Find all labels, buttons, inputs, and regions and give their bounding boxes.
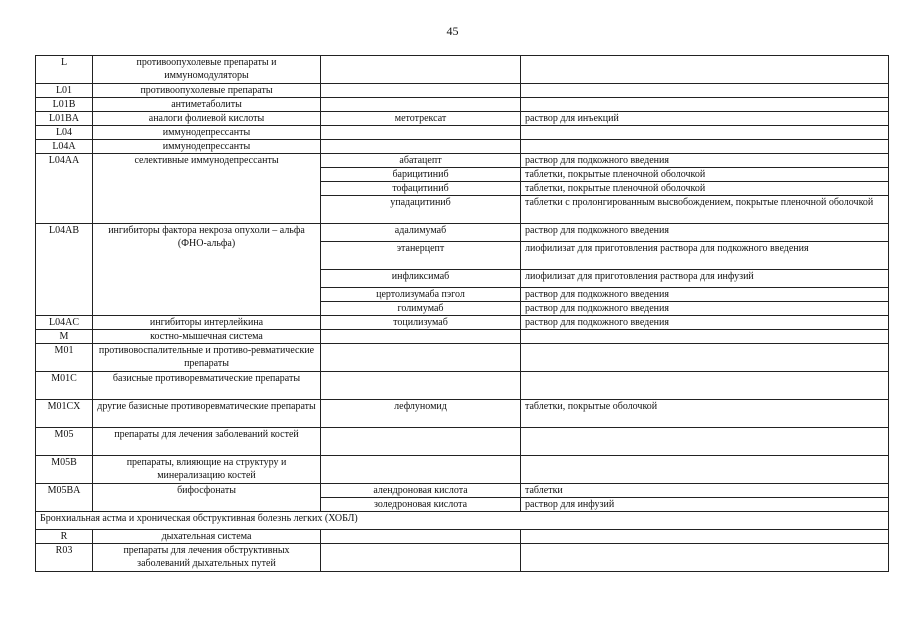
drug-name xyxy=(321,98,521,112)
dosage-form xyxy=(521,84,889,98)
dosage-form: раствор для подкожного введения xyxy=(521,154,889,168)
drug-name: упадацитиниб xyxy=(321,196,521,224)
dosage-form xyxy=(521,330,889,344)
pharmacological-group: препараты для лечения обструктивных заболеваний дыхательных путей xyxy=(93,544,321,572)
pharmacological-group: иммунодепрессанты xyxy=(93,126,321,140)
table-row xyxy=(36,316,889,330)
table-row xyxy=(36,512,889,530)
drug-name: абатацепт xyxy=(321,154,521,168)
table-row xyxy=(36,530,889,544)
table-row xyxy=(36,544,889,572)
dosage-form xyxy=(521,372,889,400)
atc-code: R xyxy=(36,530,93,544)
pharmacological-group: аналоги фолиевой кислоты xyxy=(93,112,321,126)
atc-drug-table xyxy=(35,55,889,572)
drug-name: золедроновая кислота xyxy=(321,498,521,512)
dosage-form: раствор для подкожного введения xyxy=(521,288,889,302)
pharmacological-group: противоопухолевые препараты xyxy=(93,84,321,98)
drug-name: этанерцепт xyxy=(321,242,521,270)
dosage-form xyxy=(521,456,889,484)
atc-code: M01 xyxy=(36,344,93,372)
atc-code: L04AC xyxy=(36,316,93,330)
atc-code: L04AA xyxy=(36,154,93,224)
pharmacological-group: базисные противоревматические препараты xyxy=(93,372,321,400)
pharmacological-group: противоопухолевые препараты и иммуномодуляторы xyxy=(93,56,321,84)
pharmacological-group: селективные иммунодепрессанты xyxy=(93,154,321,224)
atc-code: L01BA xyxy=(36,112,93,126)
atc-code: L01B xyxy=(36,98,93,112)
atc-code: M01C xyxy=(36,372,93,400)
drug-name xyxy=(321,330,521,344)
table-row xyxy=(36,84,889,98)
drug-name: цертолизумаба пэгол xyxy=(321,288,521,302)
dosage-form: раствор для инъекций xyxy=(521,112,889,126)
dosage-form: таблетки с пролонгированным высвобождением, покрытые пленочной оболочкой xyxy=(521,196,889,224)
atc-code: M01CX xyxy=(36,400,93,428)
pharmacological-group: иммунодепрессанты xyxy=(93,140,321,154)
dosage-form: таблетки xyxy=(521,484,889,498)
dosage-form: раствор для подкожного введения xyxy=(521,302,889,316)
drug-name: инфликсимаб xyxy=(321,270,521,288)
drug-name xyxy=(321,126,521,140)
pharmacological-group: противовоспалительные и противо-ревматические препараты xyxy=(93,344,321,372)
drug-name xyxy=(321,456,521,484)
drug-name: барицитиниб xyxy=(321,168,521,182)
drug-name: алендроновая кислота xyxy=(321,484,521,498)
drug-name: голимумаб xyxy=(321,302,521,316)
atc-code: L04AB xyxy=(36,224,93,316)
dosage-form xyxy=(521,530,889,544)
table-row xyxy=(36,400,889,428)
atc-code: L xyxy=(36,56,93,84)
drug-name xyxy=(321,140,521,154)
table-row xyxy=(36,224,889,242)
dosage-form: таблетки, покрытые пленочной оболочкой xyxy=(521,168,889,182)
atc-code: M05 xyxy=(36,428,93,456)
section-heading: Бронхиальная астма и хроническая обструктивная болезнь легких (ХОБЛ) xyxy=(36,512,889,530)
drug-name xyxy=(321,530,521,544)
drug-name xyxy=(321,544,521,572)
drug-name: тоцилизумаб xyxy=(321,316,521,330)
atc-code: L04A xyxy=(36,140,93,154)
atc-code: M05BA xyxy=(36,484,93,512)
dosage-form xyxy=(521,544,889,572)
dosage-form xyxy=(521,344,889,372)
table-row xyxy=(36,330,889,344)
drug-name xyxy=(321,344,521,372)
drug-name xyxy=(321,372,521,400)
table-row xyxy=(36,140,889,154)
dosage-form: раствор для подкожного введения xyxy=(521,316,889,330)
dosage-form: раствор для подкожного введения xyxy=(521,224,889,242)
dosage-form: лиофилизат для приготовления раствора для инфузий xyxy=(521,270,889,288)
drug-name: лефлуномид xyxy=(321,400,521,428)
dosage-form: таблетки, покрытые оболочкой xyxy=(521,400,889,428)
atc-code: M05B xyxy=(36,456,93,484)
pharmacological-group: другие базисные противоревматические препараты xyxy=(93,400,321,428)
table-row xyxy=(36,112,889,126)
atc-code: M xyxy=(36,330,93,344)
pharmacological-group: бифосфонаты xyxy=(93,484,321,512)
pharmacological-group: антиметаболиты xyxy=(93,98,321,112)
pharmacological-group: ингибиторы фактора некроза опухоли – альфа (ФНО-альфа) xyxy=(93,224,321,316)
pharmacological-group: ингибиторы интерлейкина xyxy=(93,316,321,330)
table-row xyxy=(36,456,889,484)
drug-name xyxy=(321,56,521,84)
dosage-form: раствор для инфузий xyxy=(521,498,889,512)
drug-name: метотрексат xyxy=(321,112,521,126)
dosage-form xyxy=(521,126,889,140)
page-number: 45 xyxy=(446,24,459,38)
table-row xyxy=(36,98,889,112)
dosage-form xyxy=(521,428,889,456)
drug-name: адалимумаб xyxy=(321,224,521,242)
dosage-form xyxy=(521,98,889,112)
table-row xyxy=(36,484,889,498)
drug-name xyxy=(321,84,521,98)
dosage-form: лиофилизат для приготовления раствора для подкожного введения xyxy=(521,242,889,270)
drug-name xyxy=(321,428,521,456)
dosage-form xyxy=(521,140,889,154)
table-row xyxy=(36,56,889,84)
table-row xyxy=(36,372,889,400)
dosage-form xyxy=(521,56,889,84)
table-row xyxy=(36,344,889,372)
pharmacological-group: дыхательная система xyxy=(93,530,321,544)
atc-code: R03 xyxy=(36,544,93,572)
pharmacological-group: препараты для лечения заболеваний костей xyxy=(93,428,321,456)
dosage-form: таблетки, покрытые пленочной оболочкой xyxy=(521,182,889,196)
drug-name: тофацитиниб xyxy=(321,182,521,196)
pharmacological-group: костно-мышечная система xyxy=(93,330,321,344)
table-row xyxy=(36,154,889,168)
table-row xyxy=(36,428,889,456)
pharmacological-group: препараты, влияющие на структуру и минерализацию костей xyxy=(93,456,321,484)
atc-code: L01 xyxy=(36,84,93,98)
table-row xyxy=(36,126,889,140)
atc-code: L04 xyxy=(36,126,93,140)
